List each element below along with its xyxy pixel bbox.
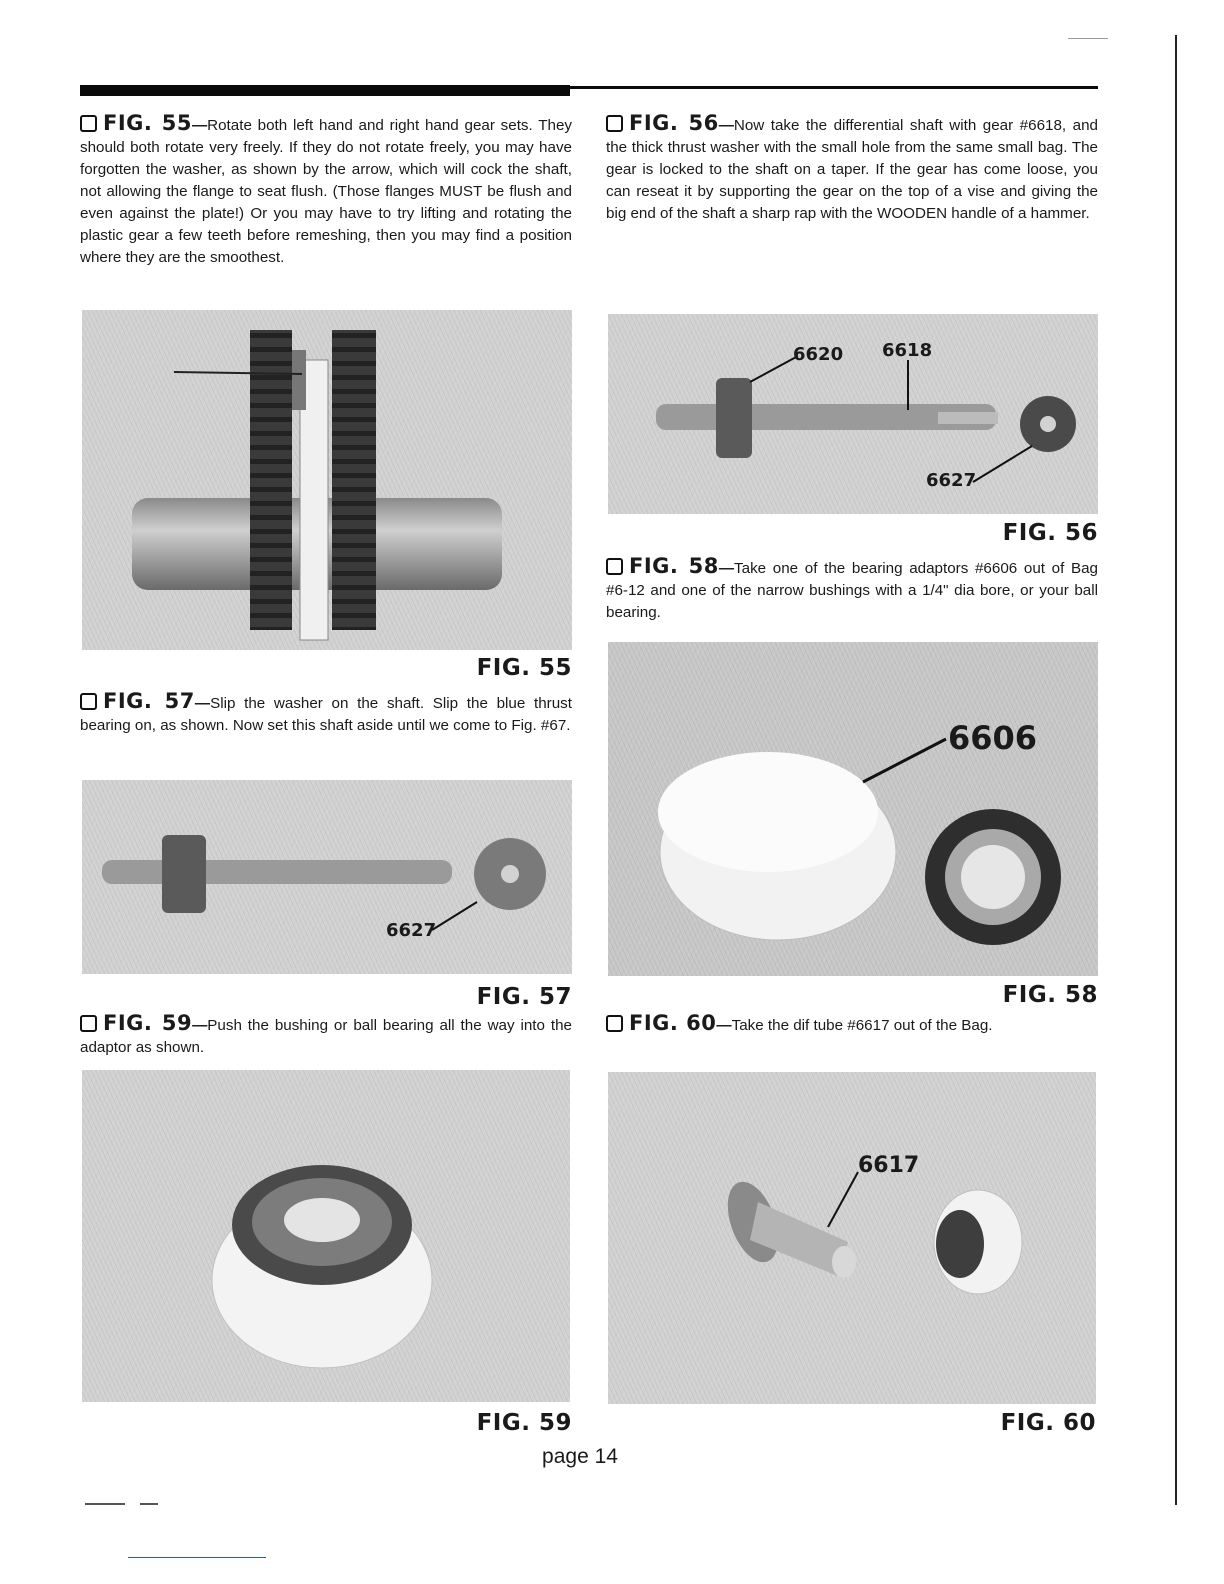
link-underline [128,1557,266,1558]
fig60-label-6617: 6617 [858,1153,920,1178]
checkbox-icon[interactable] [80,693,97,710]
fig60-text: Take the dif tube #6617 out of the Bag. [731,1017,993,1034]
fig59-photo [82,1070,570,1402]
fig58-label-6606: 6606 [948,719,1038,757]
checkbox-icon[interactable] [80,1015,97,1032]
fig56-label-6618: 6618 [882,340,933,361]
header-rule-thick [80,85,570,96]
fig59-caption: FIG. 59 [476,1410,572,1436]
fig57-photo [82,780,572,974]
scan-mark [140,1503,158,1505]
fig57-heading: FIG. 57 [103,689,195,713]
fig56-heading: FIG. 56 [629,111,719,135]
fig56-text: Now take the differential shaft with gear #6618, and the thick thrust washer with the small hole from the same small bag. The gear is locked to the shaft on a taper. If the gear has come loose, you can reseat it by supporting the gear on the top of a vise and giving the big end of the shaft a sharp rap with the WOODEN handle of a hammer. [606,117,1098,222]
fig60-caption: FIG. 60 [1000,1410,1096,1436]
fig55-text: Rotate both left hand and right hand gear sets. They should both rotate very freely. If they do not rotate freely, you may have forgotten the washer, as shown by the arrow, which will cock the shaft, not allowing the flange to seat flush. (Those flanges MUST be flush and even against the plate!) Or you may have to try lifting and rotating the plastic gear a few teeth before remeshing, then you may find a position where they are the smoothest. [80,117,572,266]
fig58-photo [608,642,1098,976]
fig55-instruction: FIG. 55—Rotate both left hand and right hand gear sets. They should both rotate very freely. If they do not rotate freely, you may have forgotten the washer, as shown by the arrow, which will cock the shaft, not allowing the flange to seat flush. (Those flanges MUST be flush and even against the plate!) Or you may have to try lifting and rotating the plastic gear a few teeth before remeshing, then you may find a position where they are the smoothest. [80,111,572,266]
fig60-instruction: FIG. 60—Take the dif tube #6617 out of the Bag. [606,1012,1098,1037]
scan-mark [85,1503,125,1505]
fig60-heading: FIG. 60 [629,1011,717,1035]
checkbox-icon[interactable] [80,115,97,132]
fig56-caption: FIG. 56 [1002,520,1098,546]
fig58-caption: FIG. 58 [1002,982,1098,1008]
checkbox-icon[interactable] [606,558,623,575]
header-rule-thin [570,86,1098,89]
fig57-instruction: FIG. 57—Slip the washer on the shaft. Slip the blue thrust bearing on, as shown. Now set this shaft aside until we come to Fig. #67. [80,689,572,734]
fig56-label-6627: 6627 [926,470,977,491]
fig55-caption: FIG. 55 [476,655,572,681]
checkbox-icon[interactable] [606,115,623,132]
page-edge-rule [1175,35,1177,1505]
fig59-text: Push the bushing or ball bearing all the way into the adaptor as shown. [80,1017,572,1056]
page-number: page 14 [542,1445,618,1468]
fig57-label-6627: 6627 [386,920,437,941]
fig55-heading: FIG. 55 [103,111,192,135]
fig56-instruction: FIG. 56—Now take the differential shaft with gear #6618, and the thick thrust washer with the small hole from the same small bag. The gear is locked to the shaft on a taper. If the gear has come loose, you can reseat it by supporting the gear on the top of a vise and giving the big end of the shaft a sharp rap with the WOODEN handle of a hammer. [606,111,1098,222]
fig56-photo [608,314,1098,514]
fig57-text: Slip the washer on the shaft. Slip the blue thrust bearing on, as shown. Now set this shaft aside until we come to Fig. #67. [80,695,572,734]
fig57-caption: FIG. 57 [476,984,572,1010]
fig59-heading: FIG. 59 [103,1011,193,1035]
fig59-instruction: FIG. 59—Push the bushing or ball bearing all the way into the adaptor as shown. [80,1011,572,1056]
fig55-photo [82,310,572,650]
fig56-label-6620: 6620 [793,344,844,365]
corner-mark [1068,38,1108,39]
fig58-text: Take one of the bearing adaptors #6606 out of Bag #6-12 and one of the narrow bushings with a 1/4" dia bore, or your ball bearing. [606,560,1098,621]
checkbox-icon[interactable] [606,1015,623,1032]
fig58-heading: FIG. 58 [629,554,719,578]
fig60-photo [608,1072,1096,1404]
fig58-instruction: FIG. 58—Take one of the bearing adaptors #6606 out of Bag #6-12 and one of the narrow bushings with a 1/4" dia bore, or your ball bearing. [606,554,1098,621]
